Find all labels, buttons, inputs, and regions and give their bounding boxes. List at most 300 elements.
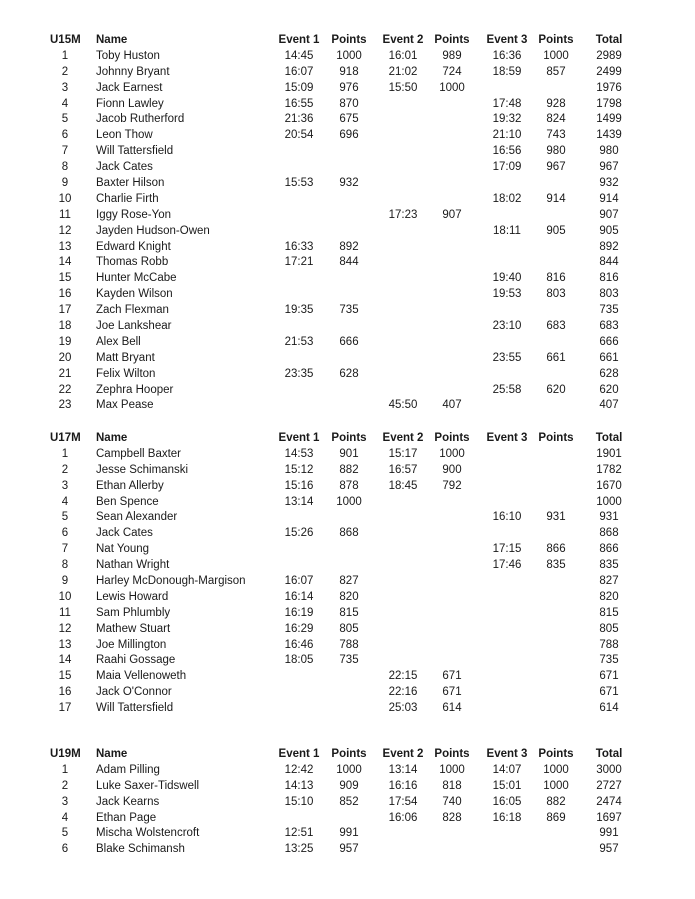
total-cell: 803	[599, 288, 619, 301]
total-cell: 735	[599, 304, 619, 317]
event1-points-cell: 976	[339, 81, 359, 94]
category-label: U17M	[50, 432, 81, 444]
column-header-points1: Points	[331, 34, 367, 46]
table-row	[0, 49, 695, 65]
total-cell: 666	[599, 335, 619, 348]
event1-time-cell: 12:42	[284, 763, 314, 776]
event3-points-cell: 914	[546, 192, 566, 205]
total-cell: 2474	[596, 795, 622, 808]
total-cell: 868	[599, 527, 619, 540]
total-cell: 827	[599, 575, 619, 588]
event3-time-cell: 21:10	[492, 129, 522, 142]
event1-time-cell: 15:16	[284, 479, 314, 492]
event1-time-cell: 23:35	[284, 367, 314, 380]
event1-points-cell: 878	[339, 479, 359, 492]
section-u15m	[0, 33, 695, 414]
event3-time-cell: 16:05	[492, 795, 522, 808]
total-cell: 905	[599, 224, 619, 237]
event1-time-cell: 15:12	[284, 463, 314, 476]
total-cell: 1782	[596, 463, 622, 476]
column-header-event2: Event 2	[382, 432, 424, 444]
name-cell: Ethan Allerby	[96, 479, 164, 492]
event1-time-cell: 12:51	[284, 827, 314, 840]
event1-points-cell: 844	[339, 256, 359, 269]
total-cell: 2727	[596, 779, 622, 792]
event1-time-cell: 19:35	[284, 304, 314, 317]
event1-points-cell: 957	[339, 843, 359, 856]
column-header-event3: Event 3	[486, 34, 528, 46]
column-header-event1: Event 1	[278, 748, 320, 760]
name-cell: Edward Knight	[96, 240, 171, 253]
event3-time-cell: 17:46	[492, 559, 522, 572]
event1-time-cell: 16:33	[284, 240, 314, 253]
name-cell: Lewis Howard	[96, 590, 169, 603]
total-cell: 1798	[596, 97, 622, 110]
event3-time-cell: 16:56	[492, 145, 522, 158]
rank-cell: 23	[58, 399, 72, 412]
event3-time-cell: 18:02	[492, 192, 522, 205]
name-cell: Joe Millington	[96, 638, 167, 651]
event2-points-cell: 818	[442, 779, 462, 792]
table-row	[0, 685, 695, 701]
event2-time-cell: 45:50	[388, 399, 418, 412]
event1-points-cell: 820	[339, 590, 359, 603]
total-cell: 907	[599, 208, 619, 221]
event2-points-cell: 1000	[439, 447, 465, 460]
table-row	[0, 128, 695, 144]
total-cell: 931	[599, 511, 619, 524]
table-row	[0, 842, 695, 858]
column-header-event2: Event 2	[382, 34, 424, 46]
section-u19m	[0, 747, 695, 858]
name-cell: Alex Bell	[96, 335, 141, 348]
rank-cell: 18	[58, 320, 72, 333]
table-row	[0, 176, 695, 192]
name-cell: Maia Vellenoweth	[96, 670, 187, 683]
table-row	[0, 224, 695, 240]
rank-cell: 17	[58, 702, 72, 715]
event3-points-cell: 620	[546, 383, 566, 396]
rank-cell: 14	[58, 654, 72, 667]
total-cell: 1439	[596, 129, 622, 142]
event1-time-cell: 15:09	[284, 81, 314, 94]
column-header-points3: Points	[538, 748, 574, 760]
name-cell: Nat Young	[96, 543, 150, 556]
event3-time-cell: 17:15	[492, 543, 522, 556]
event1-points-cell: 805	[339, 622, 359, 635]
total-cell: 671	[599, 670, 619, 683]
name-cell: Max Pease	[96, 399, 154, 412]
event1-time-cell: 13:14	[284, 495, 314, 508]
event2-time-cell: 22:16	[388, 686, 418, 699]
rank-cell: 8	[61, 161, 69, 174]
event1-time-cell: 16:14	[284, 590, 314, 603]
event1-time-cell: 21:36	[284, 113, 314, 126]
table-row	[0, 192, 695, 208]
total-cell: 835	[599, 559, 619, 572]
name-cell: Leon Thow	[96, 129, 153, 142]
event3-points-cell: 1000	[543, 779, 569, 792]
event2-points-cell: 989	[442, 49, 462, 62]
rank-cell: 5	[61, 113, 69, 126]
table-row	[0, 811, 695, 827]
name-cell: Jack Cates	[96, 527, 153, 540]
name-cell: Sean Alexander	[96, 511, 178, 524]
table-row	[0, 558, 695, 574]
rank-cell: 9	[61, 575, 69, 588]
event2-points-cell: 828	[442, 811, 462, 824]
table-row	[0, 669, 695, 685]
category-label: U15M	[50, 34, 81, 46]
total-cell: 815	[599, 606, 619, 619]
event1-time-cell: 18:05	[284, 654, 314, 667]
column-header-points3: Points	[538, 34, 574, 46]
event1-points-cell: 735	[339, 654, 359, 667]
header-row	[0, 431, 695, 447]
event3-points-cell: 928	[546, 97, 566, 110]
rank-cell: 17	[58, 304, 72, 317]
event1-points-cell: 918	[339, 65, 359, 78]
event1-time-cell: 20:54	[284, 129, 314, 142]
table-row	[0, 606, 695, 622]
name-cell: Adam Pilling	[96, 763, 160, 776]
total-cell: 967	[599, 161, 619, 174]
rank-cell: 4	[61, 97, 69, 110]
event1-time-cell: 15:26	[284, 527, 314, 540]
event3-points-cell: 816	[546, 272, 566, 285]
column-header-event3: Event 3	[486, 748, 528, 760]
total-cell: 2989	[596, 49, 622, 62]
table-row	[0, 495, 695, 511]
column-header-points1: Points	[331, 748, 367, 760]
name-cell: Johnny Bryant	[96, 65, 170, 78]
rank-cell: 16	[58, 288, 72, 301]
event3-points-cell: 967	[546, 161, 566, 174]
name-cell: Jesse Schimanski	[96, 463, 189, 476]
event1-points-cell: 666	[339, 335, 359, 348]
total-cell: 866	[599, 543, 619, 556]
name-cell: Harley McDonough-Margison	[96, 575, 246, 588]
rank-cell: 8	[61, 559, 69, 572]
event1-time-cell: 16:46	[284, 638, 314, 651]
column-header-total: Total	[595, 748, 623, 760]
total-cell: 614	[599, 702, 619, 715]
table-row	[0, 779, 695, 795]
event3-time-cell: 16:10	[492, 511, 522, 524]
total-cell: 683	[599, 320, 619, 333]
name-cell: Thomas Robb	[96, 256, 169, 269]
event3-time-cell: 17:48	[492, 97, 522, 110]
table-row	[0, 574, 695, 590]
event2-points-cell: 907	[442, 208, 462, 221]
table-row	[0, 319, 695, 335]
column-header-name: Name	[96, 34, 128, 46]
total-cell: 2499	[596, 65, 622, 78]
rank-cell: 9	[61, 177, 69, 190]
column-header-points2: Points	[434, 34, 470, 46]
total-cell: 1499	[596, 113, 622, 126]
total-cell: 1697	[596, 811, 622, 824]
event3-points-cell: 1000	[543, 49, 569, 62]
event2-points-cell: 614	[442, 702, 462, 715]
event2-time-cell: 16:57	[388, 463, 418, 476]
event2-time-cell: 16:06	[388, 811, 418, 824]
total-cell: 914	[599, 192, 619, 205]
event1-points-cell: 852	[339, 795, 359, 808]
total-cell: 805	[599, 622, 619, 635]
table-row	[0, 479, 695, 495]
name-cell: Jack Earnest	[96, 81, 163, 94]
event3-time-cell: 15:01	[492, 779, 522, 792]
event3-points-cell: 866	[546, 543, 566, 556]
table-row	[0, 81, 695, 97]
event3-points-cell: 803	[546, 288, 566, 301]
event1-points-cell: 882	[339, 463, 359, 476]
table-row	[0, 795, 695, 811]
event3-time-cell: 19:53	[492, 288, 522, 301]
event1-points-cell: 675	[339, 113, 359, 126]
event2-time-cell: 15:17	[388, 447, 418, 460]
table-row	[0, 240, 695, 256]
table-row	[0, 160, 695, 176]
event3-points-cell: 1000	[543, 763, 569, 776]
event1-time-cell: 16:07	[284, 575, 314, 588]
name-cell: Sam Phlumbly	[96, 606, 171, 619]
table-row	[0, 271, 695, 287]
rank-cell: 11	[59, 208, 71, 221]
table-row	[0, 526, 695, 542]
rank-cell: 6	[61, 129, 69, 142]
table-row	[0, 351, 695, 367]
rank-cell: 2	[61, 463, 69, 476]
total-cell: 671	[599, 686, 619, 699]
table-row	[0, 653, 695, 669]
column-header-event3: Event 3	[486, 432, 528, 444]
total-cell: 816	[599, 272, 619, 285]
event3-time-cell: 14:07	[492, 763, 522, 776]
table-row	[0, 510, 695, 526]
event1-points-cell: 815	[339, 606, 359, 619]
name-cell: Jayden Hudson-Owen	[96, 224, 210, 237]
event1-points-cell: 788	[339, 638, 359, 651]
rank-cell: 5	[61, 511, 69, 524]
rank-cell: 5	[61, 827, 69, 840]
event3-points-cell: 683	[546, 320, 566, 333]
event2-points-cell: 900	[442, 463, 462, 476]
name-cell: Jacob Rutherford	[96, 113, 185, 126]
column-header-name: Name	[96, 748, 128, 760]
event2-points-cell: 740	[442, 795, 462, 808]
name-cell: Joe Lankshear	[96, 320, 172, 333]
name-cell: Kayden Wilson	[96, 288, 173, 301]
name-cell: Jack Kearns	[96, 795, 160, 808]
total-cell: 628	[599, 367, 619, 380]
event1-points-cell: 628	[339, 367, 359, 380]
column-header-points2: Points	[434, 432, 470, 444]
column-header-event1: Event 1	[278, 34, 320, 46]
event3-points-cell: 824	[546, 113, 566, 126]
name-cell: Luke Saxer-Tidswell	[96, 779, 200, 792]
header-row	[0, 747, 695, 763]
event1-time-cell: 14:13	[284, 779, 314, 792]
rank-cell: 6	[61, 843, 69, 856]
event1-points-cell: 909	[339, 779, 359, 792]
table-row	[0, 303, 695, 319]
name-cell: Zach Flexman	[96, 304, 169, 317]
event3-time-cell: 19:40	[492, 272, 522, 285]
rank-cell: 20	[58, 351, 72, 364]
rank-cell: 19	[58, 335, 72, 348]
table-row	[0, 622, 695, 638]
rank-cell: 11	[59, 606, 71, 619]
event1-time-cell: 16:55	[284, 97, 314, 110]
column-header-points1: Points	[331, 432, 367, 444]
event1-points-cell: 735	[339, 304, 359, 317]
total-cell: 932	[599, 177, 619, 190]
event2-time-cell: 16:01	[388, 49, 418, 62]
event1-time-cell: 13:25	[284, 843, 314, 856]
name-cell: Charlie Firth	[96, 192, 159, 205]
event3-points-cell: 980	[546, 145, 566, 158]
name-cell: Matt Bryant	[96, 351, 155, 364]
event1-points-cell: 696	[339, 129, 359, 142]
total-cell: 661	[599, 351, 619, 364]
name-cell: Mischa Wolstencroft	[96, 827, 200, 840]
event1-time-cell: 15:10	[284, 795, 314, 808]
event3-time-cell: 25:58	[492, 383, 522, 396]
rank-cell: 15	[58, 272, 72, 285]
event1-time-cell: 15:53	[284, 177, 314, 190]
event3-time-cell: 18:11	[493, 224, 521, 237]
total-cell: 735	[599, 654, 619, 667]
rank-cell: 2	[61, 779, 69, 792]
event2-time-cell: 25:03	[388, 702, 418, 715]
event1-points-cell: 870	[339, 97, 359, 110]
total-cell: 991	[599, 827, 619, 840]
rank-cell: 4	[61, 811, 69, 824]
table-row	[0, 383, 695, 399]
table-row	[0, 590, 695, 606]
event3-time-cell: 19:32	[492, 113, 522, 126]
rank-cell: 3	[61, 795, 69, 808]
name-cell: Hunter McCabe	[96, 272, 177, 285]
rank-cell: 3	[61, 479, 69, 492]
event1-time-cell: 14:53	[284, 447, 314, 460]
name-cell: Fionn Lawley	[96, 97, 164, 110]
rank-cell: 7	[61, 543, 69, 556]
rank-cell: 13	[58, 638, 72, 651]
event3-time-cell: 18:59	[492, 65, 522, 78]
event3-points-cell: 905	[546, 224, 566, 237]
event1-time-cell: 16:07	[284, 65, 314, 78]
table-row	[0, 638, 695, 654]
total-cell: 620	[599, 383, 619, 396]
event1-points-cell: 1000	[336, 495, 362, 508]
rank-cell: 1	[61, 447, 69, 460]
column-header-event2: Event 2	[382, 748, 424, 760]
total-cell: 788	[599, 638, 619, 651]
event2-time-cell: 18:45	[388, 479, 418, 492]
event1-time-cell: 21:53	[284, 335, 314, 348]
table-row	[0, 763, 695, 779]
table-row	[0, 701, 695, 717]
table-row	[0, 112, 695, 128]
table-row	[0, 542, 695, 558]
event3-time-cell: 17:09	[492, 161, 522, 174]
event3-time-cell: 23:10	[492, 320, 522, 333]
event2-points-cell: 671	[442, 686, 462, 699]
total-cell: 3000	[596, 763, 622, 776]
rank-cell: 3	[61, 81, 69, 94]
event2-points-cell: 1000	[439, 763, 465, 776]
rank-cell: 12	[58, 224, 72, 237]
rank-cell: 15	[58, 670, 72, 683]
column-header-total: Total	[595, 432, 623, 444]
event1-points-cell: 1000	[336, 763, 362, 776]
rank-cell: 7	[61, 145, 69, 158]
table-row	[0, 463, 695, 479]
event3-points-cell: 857	[546, 65, 566, 78]
event2-time-cell: 21:02	[388, 65, 418, 78]
category-label: U19M	[50, 748, 81, 760]
rank-cell: 1	[61, 763, 69, 776]
event3-points-cell: 743	[546, 129, 566, 142]
event3-time-cell: 16:36	[492, 49, 522, 62]
event3-points-cell: 882	[546, 795, 566, 808]
total-cell: 980	[599, 145, 619, 158]
rank-cell: 10	[58, 590, 72, 603]
total-cell: 957	[599, 843, 619, 856]
table-row	[0, 255, 695, 271]
event1-time-cell: 16:29	[284, 622, 314, 635]
rank-cell: 1	[61, 49, 69, 62]
event2-time-cell: 13:14	[388, 763, 418, 776]
rank-cell: 12	[58, 622, 72, 635]
total-cell: 1976	[596, 81, 622, 94]
total-cell: 892	[599, 240, 619, 253]
table-row	[0, 208, 695, 224]
event2-time-cell: 16:16	[388, 779, 418, 792]
name-cell: Iggy Rose-Yon	[96, 208, 172, 221]
event1-points-cell: 901	[339, 447, 359, 460]
total-cell: 1670	[596, 479, 622, 492]
name-cell: Mathew Stuart	[96, 622, 171, 635]
event3-time-cell: 23:55	[492, 351, 522, 364]
total-cell: 407	[599, 399, 619, 412]
rank-cell: 16	[58, 686, 72, 699]
header-row	[0, 33, 695, 49]
event1-points-cell: 892	[339, 240, 359, 253]
name-cell: Ben Spence	[96, 495, 159, 508]
name-cell: Nathan Wright	[96, 559, 170, 572]
rank-cell: 2	[61, 65, 69, 78]
name-cell: Will Tattersfield	[96, 702, 174, 715]
event3-points-cell: 661	[546, 351, 566, 364]
event2-points-cell: 407	[442, 399, 462, 412]
event2-time-cell: 17:23	[388, 208, 418, 221]
event3-time-cell: 16:18	[492, 811, 522, 824]
name-cell: Blake Schimansh	[96, 843, 185, 856]
total-cell: 844	[599, 256, 619, 269]
name-cell: Will Tattersfield	[96, 145, 174, 158]
name-cell: Jack Cates	[96, 161, 153, 174]
event1-time-cell: 14:45	[284, 49, 314, 62]
rank-cell: 4	[61, 495, 69, 508]
event1-points-cell: 1000	[336, 49, 362, 62]
rank-cell: 6	[61, 527, 69, 540]
total-cell: 820	[599, 590, 619, 603]
name-cell: Jack O'Connor	[96, 686, 172, 699]
